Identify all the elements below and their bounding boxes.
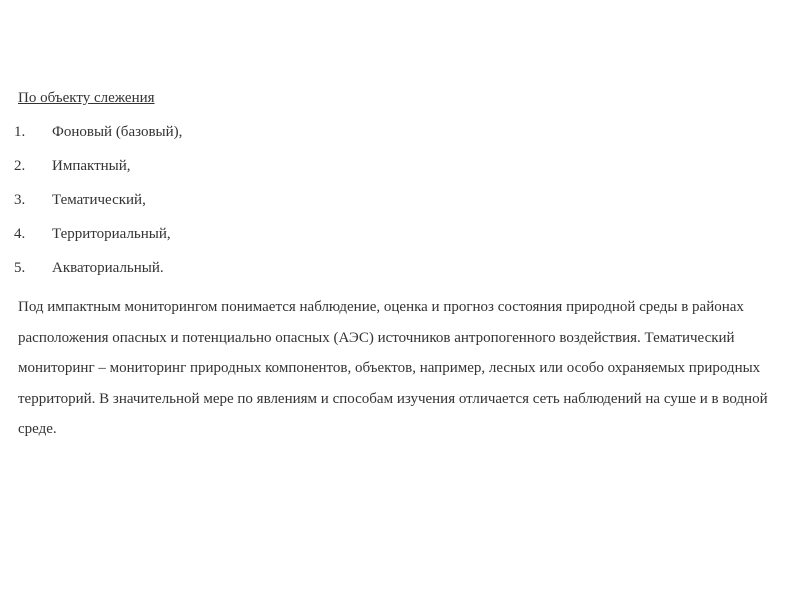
list-item-text: Импактный, [52, 158, 131, 174]
section-heading: По объекту слежения [18, 90, 155, 106]
list-item-number: 1. [14, 124, 26, 140]
list-item-text: Акваториальный. [52, 260, 164, 276]
body-paragraph: Под импактным мониторингом понимается наблюдение, оценка и прогноз состояния природной среды в районах расположения опасных и потенциально опасных (АЭС) источников антропогенного воздействия. Тематический мониторинг – мониторинг природных компонентов, объектов, например, лесных или особо охраняемых природных территорий. В значительной мере по явлениям и способам изучения отличается сеть наблюдений на суше и в водной среде. [18, 299, 768, 437]
list-item-number: 3. [14, 192, 26, 208]
list-item-text: Тематический, [52, 192, 146, 208]
list-item-text: Фоновый (базовый), [52, 124, 183, 140]
list-item-number: 5. [14, 260, 26, 276]
list-item-number: 4. [14, 226, 26, 242]
list-item-number: 2. [14, 158, 26, 174]
list-item-text: Территориальный, [52, 226, 171, 242]
